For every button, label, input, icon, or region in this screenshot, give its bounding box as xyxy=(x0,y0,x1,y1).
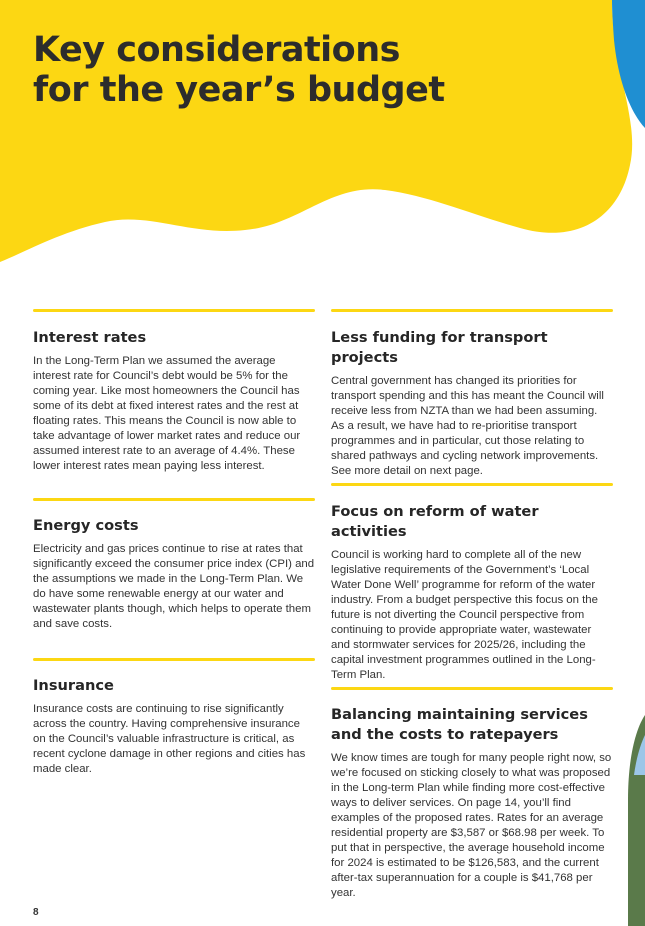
section-heading: Energy costs xyxy=(33,517,139,534)
section-balancing-services xyxy=(331,687,613,901)
section-heading: Less funding for transport projects xyxy=(331,329,548,366)
section-transport-funding xyxy=(331,309,613,479)
page-number: 8 xyxy=(33,907,39,918)
section-heading xyxy=(331,705,613,745)
section-energy-costs xyxy=(33,498,315,632)
section-body: In the Long-Term Plan we assumed the average interest rate for Council’s debt would be 5% for the coming year. Like most homeowners the Council has some of its debt at fixed interest rates and the rest at floating rates. This means the Council is now able to take advantage of lower market rates and reduce our assumed interest rate to an average of 4.4%. These lower interest rates mean paying less interest. xyxy=(33,355,301,472)
section-heading: Insurance xyxy=(33,677,114,694)
section-divider xyxy=(331,309,613,312)
heading-line-2: and the costs to ratepayers xyxy=(331,726,559,743)
section-body: Insurance costs are continuing to rise significantly across the country. Having comprehensive insurance on the Council’s valuable infrastructure is critical, as recent cyclone damage in other regions and cities has made clear. xyxy=(33,703,306,775)
heading-line-1: Balancing maintaining services xyxy=(331,706,588,723)
title-line-1: Key considerations xyxy=(33,30,400,70)
section-divider xyxy=(33,309,315,312)
section-divider xyxy=(331,687,613,690)
page-title xyxy=(33,30,445,110)
section-body: Council is working hard to complete all of the new legislative requirements of the Government’s ‘Local Water Done Well’ programme for reform of the water industry. From a budget perspective this focus on the future is not diverting the Council perspective from continuing to provide appropriate water, wastewater and stormwater services for 2025/26, including the capital investment programmes outlined in the Long-Term Plan. xyxy=(331,549,598,681)
section-water-reform xyxy=(331,483,613,683)
section-heading: Focus on reform of water activities xyxy=(331,503,539,540)
section-heading: Interest rates xyxy=(33,329,147,346)
section-body: Central government has changed its priorities for transport spending and this has meant the Council will receive less from NZTA than we had been assuming. As a result, we have had to re-prioritise transport programmes and in particular, cut those relating to shared pathways and cycling network improvements. See more detail on next page. xyxy=(331,375,604,477)
section-body: Electricity and gas prices continue to rise at rates that significantly exceed the consumer price index (CPI) and the assumptions we made in the Long-Term Plan. We do have some renewable energy at our water and wastewater plants though, which helps to operate them and save costs. xyxy=(33,543,315,630)
section-insurance xyxy=(33,658,315,777)
section-divider xyxy=(331,483,613,486)
title-line-2: for the year’s budget xyxy=(33,70,445,110)
section-body: We know times are tough for many people right now, so we’re focused on sticking closely to what was proposed in the Long-term Plan while finding more cost-effective ways to deliver services. On page 14, you’ll find examples of the proposed rates. Rates for an average residential property are $3,587 or $68.98 per week. To put that in perspective, the average household income for 2024 is estimated to be $126,583, and the current after-tax superannuation for a couple is $41,768 per year. xyxy=(331,752,612,899)
section-divider xyxy=(33,658,315,661)
section-divider xyxy=(33,498,315,501)
section-interest-rates xyxy=(33,309,315,474)
